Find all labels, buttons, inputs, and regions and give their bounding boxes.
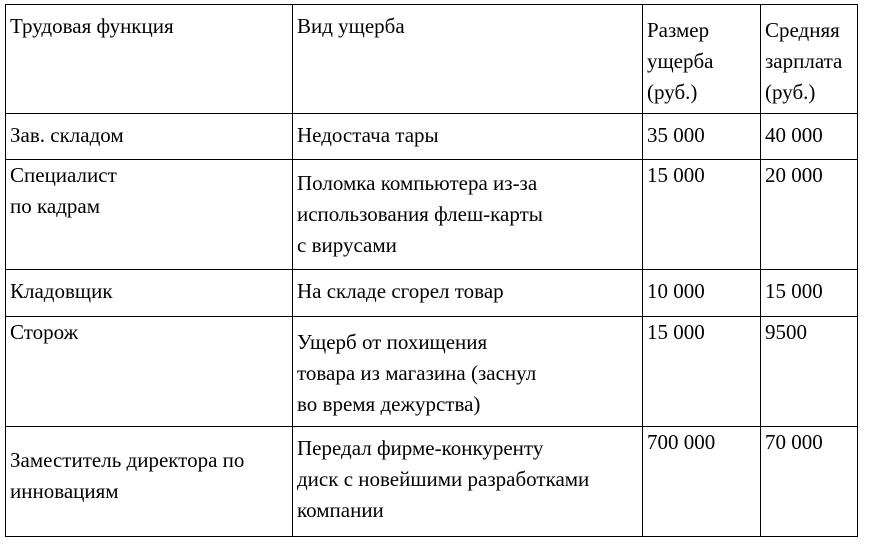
function-text: Заместитель директора по инновациям bbox=[10, 448, 245, 503]
header-cell-function bbox=[6, 5, 293, 114]
table-row bbox=[6, 114, 858, 160]
table-row bbox=[6, 317, 858, 427]
cell-function bbox=[6, 270, 293, 317]
function-text: Специалист по кадрам bbox=[10, 163, 117, 218]
header-damage-amount-text: Размер ущерба (руб.) bbox=[647, 18, 714, 104]
table-row bbox=[6, 427, 858, 537]
damage-type-text: Недостача тары bbox=[297, 123, 439, 147]
cell-damage-type bbox=[293, 270, 643, 317]
cell-function bbox=[6, 427, 293, 537]
avg-salary-text: 40 000 bbox=[765, 123, 823, 147]
cell-avg-salary bbox=[761, 427, 858, 537]
cell-damage-type bbox=[293, 427, 643, 537]
damage-amount-text: 10 000 bbox=[647, 279, 705, 303]
header-avg-salary-text: Средняя зарплата (руб.) bbox=[765, 18, 843, 104]
cell-avg-salary bbox=[761, 317, 858, 427]
function-text: Кладовщик bbox=[10, 279, 113, 303]
table-row bbox=[6, 270, 858, 317]
cell-avg-salary bbox=[761, 270, 858, 317]
damage-type-text: Передал фирме-конкуренту диск с новейшими разработками компании bbox=[297, 436, 590, 522]
function-text: Сторож bbox=[10, 320, 79, 344]
cell-damage-type bbox=[293, 317, 643, 427]
header-cell-damage-amount bbox=[643, 5, 761, 114]
header-cell-avg-salary bbox=[761, 5, 858, 114]
damage-type-text: Ущерб от похищения товара из магазина (заснул во время дежурства) bbox=[297, 330, 537, 416]
avg-salary-text: 15 000 bbox=[765, 279, 823, 303]
avg-salary-text: 9500 bbox=[765, 320, 807, 344]
cell-damage-type bbox=[293, 160, 643, 270]
cell-function bbox=[6, 114, 293, 160]
header-cell-damage-type bbox=[293, 5, 643, 114]
cell-function bbox=[6, 160, 293, 270]
cell-avg-salary bbox=[761, 160, 858, 270]
damage-amount-text: 15 000 bbox=[647, 163, 705, 187]
cell-damage-amount bbox=[643, 114, 761, 160]
function-text: Зав. складом bbox=[10, 123, 124, 147]
damage-type-text: Поломка компьютера из-за использования флеш-карты с вирусами bbox=[297, 171, 543, 257]
cell-damage-amount bbox=[643, 317, 761, 427]
cell-damage-type bbox=[293, 114, 643, 160]
table-header-row bbox=[6, 5, 858, 114]
cell-damage-amount bbox=[643, 270, 761, 317]
damage-amount-text: 15 000 bbox=[647, 320, 705, 344]
avg-salary-text: 20 000 bbox=[765, 163, 823, 187]
cell-function bbox=[6, 317, 293, 427]
header-function-text: Трудовая функция bbox=[10, 14, 174, 38]
damage-type-text: На складе сгорел товар bbox=[297, 279, 504, 303]
cell-damage-amount bbox=[643, 427, 761, 537]
cell-avg-salary bbox=[761, 114, 858, 160]
damage-amount-text: 700 000 bbox=[647, 430, 716, 454]
cell-damage-amount bbox=[643, 160, 761, 270]
header-damage-type-text: Вид ущерба bbox=[297, 14, 405, 38]
damage-amount-text: 35 000 bbox=[647, 123, 705, 147]
table-row bbox=[6, 160, 858, 270]
avg-salary-text: 70 000 bbox=[765, 430, 823, 454]
damage-table bbox=[5, 4, 858, 537]
